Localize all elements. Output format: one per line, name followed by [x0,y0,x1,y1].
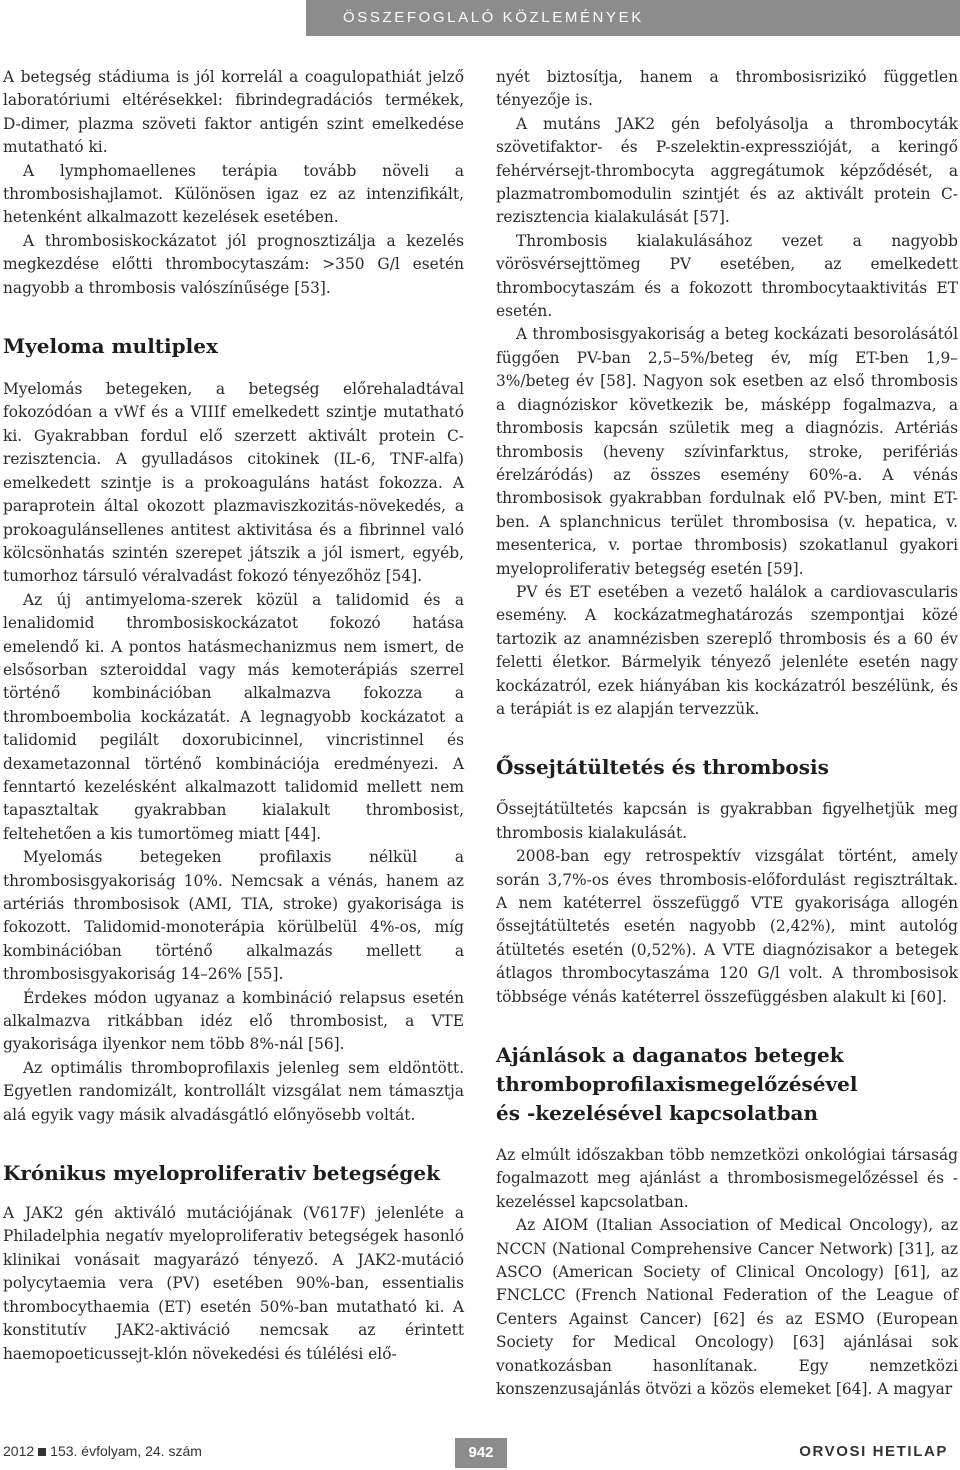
square-bullet-icon [38,1448,46,1456]
myeloma-paragraph: Myelomás betegeken, a betegség előrehaladtával fokozódóan a vWf és a VIIIf emelkedett szintje mutatható ki. Gyakrabban fordul elő szerzett aktivált protein C-rezisztencia. A gyulladásos citokinek (IL-6, TNF-alfa) emelkedett szintje is a prokoaguláns hatást fokozza. A paraprotein által okozott plazmaviszkozitás-növekedés, a prokoagulánsellenes antitest aktivitása és a fibrinnel való kölcsönhatás szintén szerepet játszik a jól ismert, egyéb, tumorhoz társuló véralvadást fokozó tényezőhöz [54]. [3,380,464,586]
recommendations-paragraph: Az AIOM (Italian Association of Medical Oncology), az NCCN (National Comprehensive Cancer Network) [31], az ASCO (American Society of Clinical Oncology) [61], az FNCLCC (French National Federation of the League of Centers Against Cancer) [62] és az ESMO (European Society for Medical Oncology) [63] ajánlásai sok vonatkozásban hasonlítanak. Egy nemzetközi konszenzusajánlás ötvözi a közös elemeket [64]. A magyar [496,1216,958,1399]
myeloma-paragraph: Az optimális thromboprofilaxis jelenleg sem eldöntött. Egyetlen randomizált, kontrollált vizsgálat nem támasztja alá egyik vagy másik alvadásgátló előnyösebb voltát. [3,1058,464,1124]
recommendations-heading-line: thromboprofilaxismegelőzésével [496,1072,858,1097]
recommendations-heading-line: Ajánlások a daganatos betegek [496,1043,844,1068]
recommendations-heading-line: és -kezelésével kapcsolatban [496,1101,818,1126]
stem-cell-heading: Őssejtátültetés és thrombosis [496,755,829,780]
stem-cell-paragraph: 2008-ban egy retrospektív vizsgálat történt, amely során 3,7%-os éves thrombosis-előfordulást regisztráltak. A nem katéterrel összefüggő VTE gyakorisága allogén őssejtátültetés esetén nagyobb (2,42%), mint autológ átültetés esetén (0,52%). A VTE diagnózisakor a betegek átlagos thrombocytaszáma 120 G/l volt. A thrombosisok többsége vénás katéterrel összefüggésben alakult ki [60]. [496,847,958,1006]
myeloma-heading: Myeloma multiplex [3,334,218,359]
intro-paragraph: A betegség stádiuma is jól korrelál a coagulopathiát jelző laboratóriumi eltérésekkel: fibrindegradációs termékek, D-dimer, plazma szöveti faktor antigén szint emelkedése mutatható ki. [3,68,464,157]
cmpd-heading: Krónikus myeloproliferativ betegségek [3,1161,440,1186]
recommendations-heading [496,1041,958,1128]
cmpd-continued-paragraph: A thrombosisgyakoriság a beteg kockázati besorolásától függően PV-ban 2,5–5%/beteg év, míg ET-ben 1,9–3%/beteg év [58]. Nagyon sok esetben az első thrombosis a diagnóziskor következik be, másképp fogalmazva, a thrombosis kapcsán születik meg a diagnózis. Artériás thrombosis (heveny szívinfarktus, stroke, perifériás érelzáródás) az összes esemény 60%-a. A vénás thrombosisok gyakrabban fordulnak elő PV-ben, mint ET-ben. A splanchnicus terület thrombosisa (v. hepatica, v. mesenterica, v. portae thrombosis) szokatlanul gyakori myeloproliferativ betegség esetén [59]. [496,325,958,578]
myeloma-paragraph: Érdekes módon ugyanaz a kombináció relapsus esetén alkalmazva ritkábban idéz elő thrombosist, a VTE gyakorisága ilyenkor nem több 8%-nál [56]. [3,988,464,1054]
intro-paragraph: A thrombosiskockázatot jól prognosztizálja a kezelés megkezdése előtti thrombocytaszám: >350 G/l esetén nagyobb a thrombosis valószínűsége [53]. [3,231,464,297]
intro-paragraph: A lymphomaellenes terápia tovább növeli a thrombosishajlamot. Különösen igaz ez az intenzifikált, hetenként alkalmazott kezelések esetében. [3,161,464,227]
journal-name: ORVOSI HETILAP [799,1443,948,1460]
footer-issue: 153. évfolyam, 24. szám [50,1443,202,1459]
page-number: 942 [455,1438,507,1468]
cmpd-continued-paragraph: nyét biztosítja, hanem a thrombosisrizikó független tényezője is. [496,68,958,110]
myeloma-paragraph: Myelomás betegeken profilaxis nélkül a thrombosisgyakoriság 10%. Nemcsak a vénás, hanem az artériás thrombosisok (AMI, TIA, stroke) gyakorisága is fokozott. Talidomid-monoterápia körülbelül 4%-os, míg kombinációban történő alkalmazás mellett a thrombosisgyakoriság 14–26% [55]. [3,848,464,984]
left-column [3,66,464,1366]
cmpd-continued-paragraph: PV és ET esetében a vezető halálok a cardiovascularis esemény. A kockázatmeghatározás szempontjai közé tartozik az anamnézisben szereplő thrombosis és a 60 év feletti életkor. Bármelyik tényező jelenléte esetén nagy kockázatról, ezek hiányában kis kockázatról beszélünk, és a terápiát is ez alapján tervezzük. [496,582,958,718]
cmpd-continued-paragraph: Thrombosis kialakulásához vezet a nagyobb vörösvérsejttömeg PV esetében, az emelkedett thrombocytaszám és a fokozott thrombocytaaktivitás ET esetén. [496,231,958,321]
issue-info [3,1443,202,1459]
right-column [496,66,958,1402]
recommendations-paragraph: Az elmúlt időszakban több nemzetközi onkológiai társaság fogalmazott meg ajánlást a thrombosismegelőzéssel és -kezeléssel kapcsolatban. [496,1146,958,1211]
cmpd-paragraph: A JAK2 gén aktiváló mutációjának (V617F) jelenléte a Philadelphia negatív myeloproliferativ betegségek hasonló klinikai vonásait magyarázó tényező. A JAK2-mutáció polycytaemia vera (PV) esetében 90%-ban, essentialis thrombocythaemia (ET) esetén 50%-ban mutatható ki. A konstitutív JAK2-aktiváció nemcsak az érintett haemopoeticussejt-klón növekedési és túlélési elő- [3,1204,464,1363]
stem-cell-paragraph: Őssejtátültetés kapcsán is gyakrabban figyelhetjük meg thrombosis kialakulását. [496,800,958,842]
page-footer [0,1438,960,1470]
cmpd-continued-paragraph: A mutáns JAK2 gén befolyásolja a thrombocyták szövetifaktor- és P-szelektin-expresszióját, a keringő fehérvérsejt-thrombocyta aggregátumok képződését, a plazmatrombomodulin szintjét és az aktivált protein C-rezisztencia kialakulását [57]. [496,114,958,227]
footer-year: 2012 [3,1443,35,1459]
section-title: ÖSSZEFOGLALÓ KÖZLEMÉNYEK [343,9,644,26]
myeloma-paragraph: Az új antimyeloma-szerek közül a talidomid és a lenalidomid thrombosiskockázatot fokozó hatása emelendő ki. A pontos hatásmechanizmus nem ismert, de elsősorban szteroiddal vagy más kemoterápiás szerrel történő kombinációban alkalmazva fokozza a thromboembolia kockázatát. A legnagyobb kockázatot a talidomid pegilált doxorubicinnel, vincristinnel és dexametazonnal történő kombinációja eredményezi. A fenntartó kezelésként alkalmazott talidomid mellett nem tapasztaltak gyakrabban kialakult thrombosist, feltehetően a kis tumortömeg miatt [44]. [3,590,464,843]
section-header [306,0,960,36]
